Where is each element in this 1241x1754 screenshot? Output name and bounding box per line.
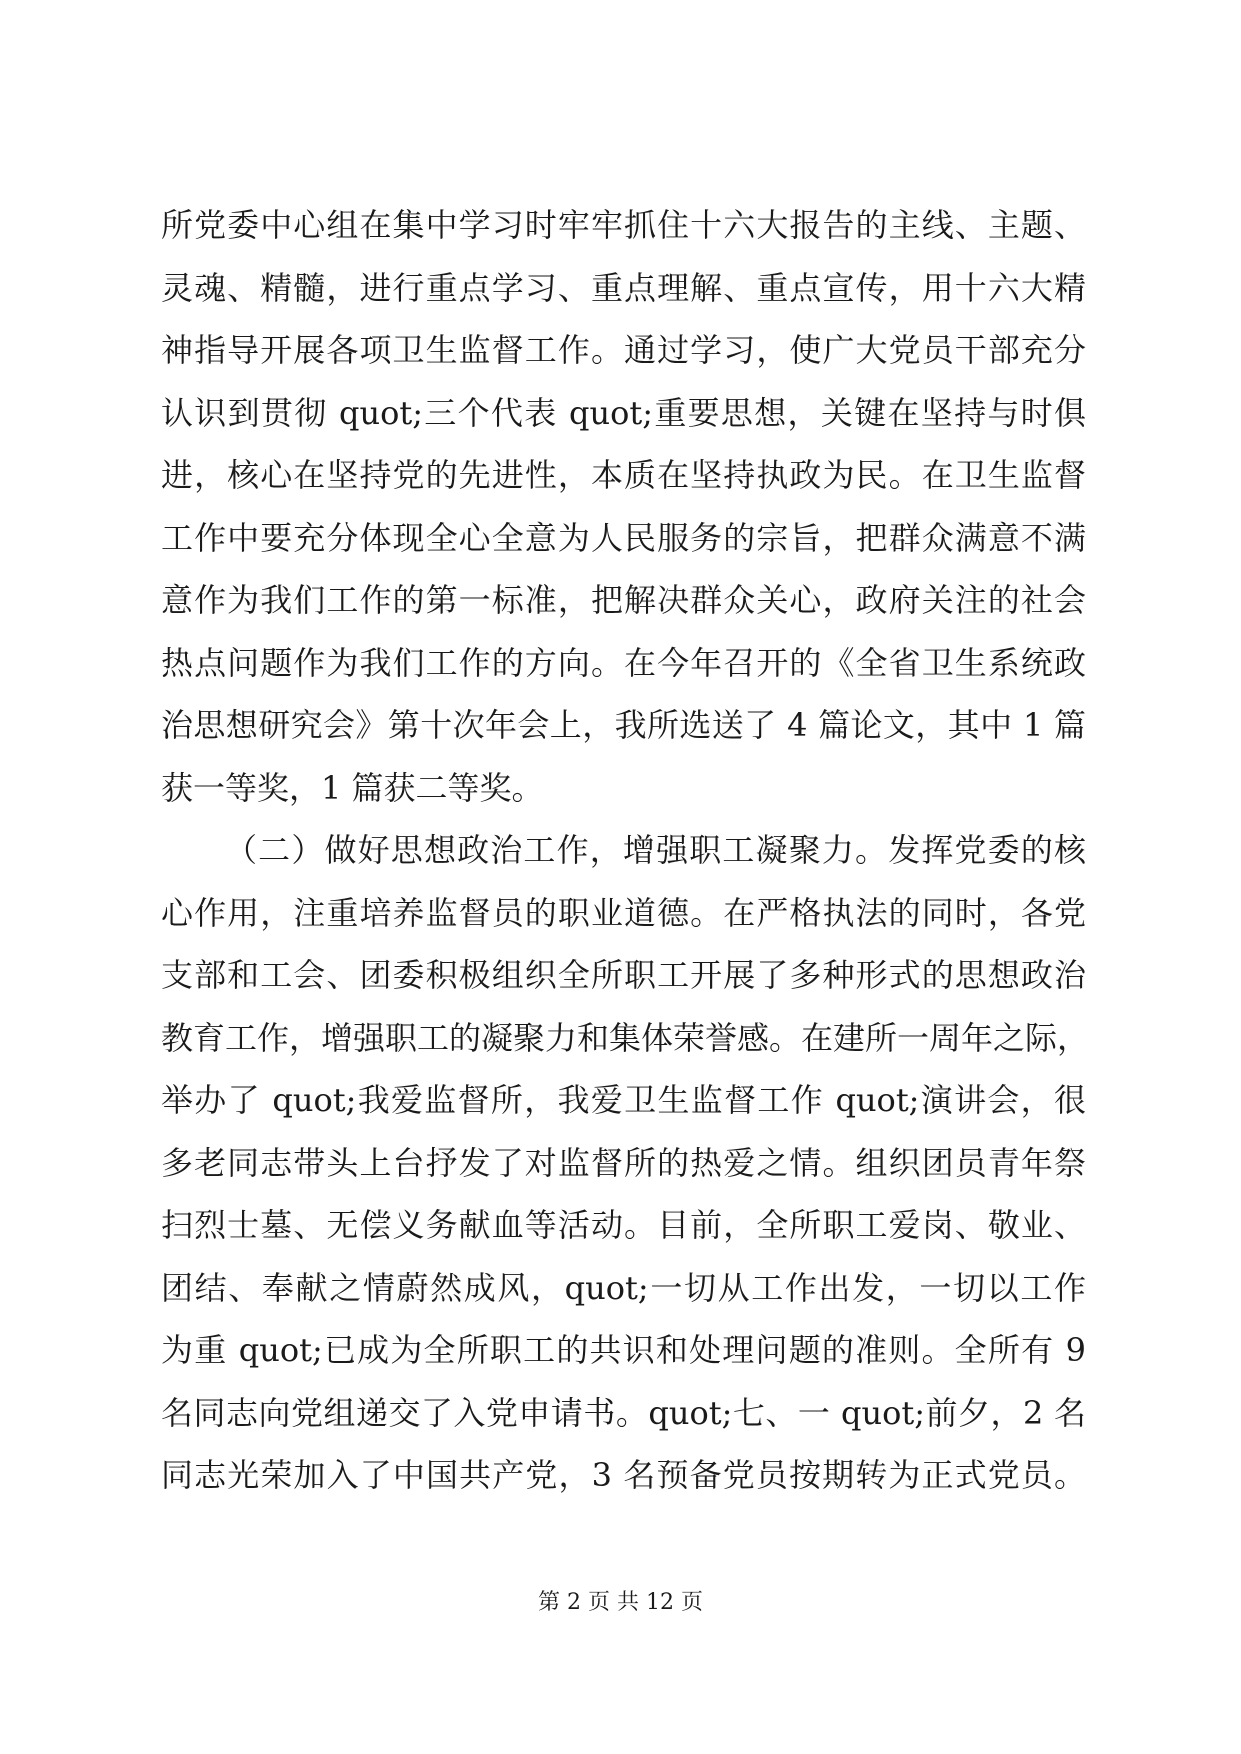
page-number-footer: 第 2 页 共 12 页 <box>538 1590 703 1615</box>
text-line: 工作中要充分体现全心全意为人民服务的宗旨，把群众满意不满 <box>161 518 1086 557</box>
body-text <box>161 194 1090 1507</box>
text-line: （二）做好思想政治工作，增强职工凝聚力。发挥党委的核 <box>225 831 1086 869</box>
text-line: 神指导开展各项卫生监督工作。通过学习，使广大党员干部充分 <box>161 331 1086 369</box>
text-line: 多老同志带头上台抒发了对监督所的热爱之情。组织团员青年祭 <box>161 1143 1086 1182</box>
text-line: 认识到贯彻 quot;三个代表 quot;重要思想，关键在坚持与时俱 <box>161 393 1086 432</box>
text-line: 名同志向党组递交了入党申请书。quot;七、一 quot;前夕，2 名 <box>161 1393 1086 1432</box>
text-line: 灵魂、精髓，进行重点学习、重点理解、重点宣传，用十六大精 <box>161 268 1086 307</box>
text-line: 扫烈士墓、无偿义务献血等活动。目前，全所职工爱岗、敬业、 <box>161 1206 1086 1244</box>
text-line: 意作为我们工作的第一标准，把解决群众关心，政府关注的社会 <box>161 581 1086 619</box>
text-line: 同志光荣加入了中国共产党，3 名预备党员按期转为正式党员。 <box>161 1456 1086 1494</box>
text-line: 支部和工会、团委积极组织全所职工开展了多种形式的思想政治 <box>161 956 1086 994</box>
text-line: 进，核心在坚持党的先进性，本质在坚持执政为民。在卫生监督 <box>161 456 1086 494</box>
text-line: 心作用，注重培养监督员的职业道德。在严格执法的同时，各党 <box>161 893 1086 932</box>
text-line: 团结、奉献之情蔚然成风，quot;一切从工作出发，一切以工作 <box>161 1268 1086 1307</box>
text-line: 为重 quot;已成为全所职工的共识和处理问题的准则。全所有 9 <box>161 1331 1086 1369</box>
text-line: 治思想研究会》第十次年会上，我所选送了 4 篇论文，其中 1 篇 <box>161 706 1086 744</box>
text-line: 所党委中心组在集中学习时牢牢抓住十六大报告的主线、主题、 <box>161 206 1086 244</box>
text-line: 热点问题作为我们工作的方向。在今年召开的《全省卫生系统政 <box>161 643 1086 682</box>
text-line: 教育工作，增强职工的凝聚力和集体荣誉感。在建所一周年之际， <box>161 1018 1090 1057</box>
text-line: 举办了 quot;我爱监督所，我爱卫生监督工作 quot;演讲会，很 <box>161 1081 1086 1119</box>
text-line: 获一等奖，1 篇获二等奖。 <box>161 768 544 807</box>
